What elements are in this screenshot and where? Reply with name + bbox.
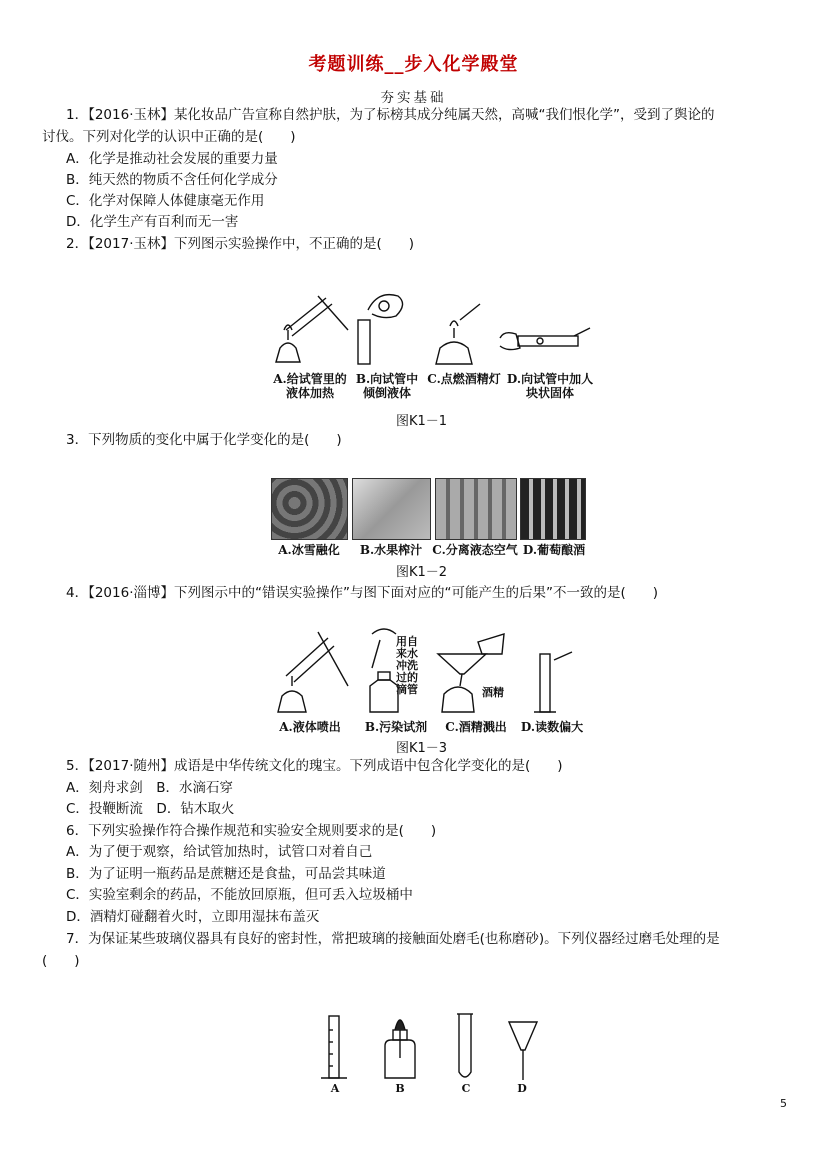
q3-stem: 3．下列物质的变化中属于化学变化的是( ) [66,432,342,448]
q5-options-cd: C．投鞭断流 D．钻木取火 [66,801,235,817]
q6-option-d: D．酒精灯碰翻着火时，立即用湿抹布盖灭 [66,909,320,925]
q1-option-a: A．化学是推动社会发展的重要力量 [66,151,278,167]
q2-caption-a: A.给试管里的 液体加热 [273,372,347,400]
q5-options-ab: A．刻舟求剑 B．水滴石穿 [66,780,233,796]
q7-figure [315,1010,540,1084]
q6-option-b: B．为了证明一瓶药品是蔗糖还是食盐，可品尝其味道 [66,866,386,882]
q7-stem-line1: 7．为保证某些玻璃仪器具有良好的密封性，常把玻璃的接触面处磨毛(也称磨砂)。下列仪器经过磨毛处理的是 [66,931,720,947]
q7-label-d: D [517,1082,527,1095]
page-title: 考题训练__步入化学殿堂 [308,54,519,75]
q5-stem: 5．【2017·随州】成语是中华传统文化的瑰宝。下列成语中包含化学变化的是( ) [66,758,563,774]
q4-figure [272,624,582,718]
q3-figure-label: 图K1－2 [396,565,448,580]
q1-stem-line1: 1．【2016·玉林】某化妆品广告宣称自然护肤，为了标榜其成分纯属天然，高喊“我们恨化学”，受到了舆论的 [66,107,715,123]
q2-figure [268,290,594,370]
q4-caption-a: A.液体喷出 [279,720,341,734]
q3-caption-c: C.分离液态空气 [432,543,518,557]
q7-label-a: A [330,1082,340,1095]
q1-stem-line2: 讨伐。下列对化学的认识中正确的是( ) [42,129,296,145]
q3-caption-a: A.冰雪融化 [278,543,340,557]
q6-stem: 6．下列实验操作符合操作规范和实验安全规则要求的是( ) [66,823,437,839]
q4-caption-b: B.污染试剂 [364,720,428,734]
page-number: 5 [780,1097,787,1110]
q4-caption-d: D.读数偏大 [520,720,584,734]
q3-photo-c [435,478,517,540]
q3-photo-b [352,478,431,540]
q4-figure-label: 图K1－3 [396,741,448,756]
q1-option-c: C．化学对保障人体健康毫无作用 [66,193,265,209]
q6-option-a: A．为了便于观察，给试管加热时，试管口对着自己 [66,844,373,860]
q1-option-d: D．化学生产有百利而无一害 [66,214,239,230]
q7-label-b: B [395,1082,405,1095]
q2-stem: 2．【2017·玉林】下列图示实验操作中，不正确的是( ) [66,236,415,252]
section-subtitle: 夯实基础 [380,90,447,106]
q2-caption-b: B.向试管中 倾倒液体 [355,372,419,400]
q1-option-b: B．纯天然的物质不含任何化学成分 [66,172,278,188]
q2-caption-d: D.向试管中加人 块状固体 [506,372,594,400]
q2-figure-label: 图K1－1 [396,414,448,429]
q4-annotation-c: 酒精 [482,686,504,699]
q2-caption-c: C.点燃酒精灯 [427,372,501,386]
q7-stem-line2: ( ) [42,953,80,969]
q6-option-c: C．实验室剩余的药品，不能放回原瓶，但可丢入垃圾桶中 [66,887,413,903]
q3-caption-d: D.葡萄酿酒 [522,543,586,557]
q4-caption-c: C.酒精溅出 [445,720,507,734]
q7-label-c: C [461,1082,471,1095]
q4-annotation-b: 用自来水冲洗过的滴管 [396,635,418,696]
q3-photo-a [271,478,348,540]
q3-caption-b: B.水果榨汁 [359,543,423,557]
q4-stem: 4．【2016·淄博】下列图示中的“错误实验操作”与图下面对应的“可能产生的后果”不一致的是( ) [66,585,658,601]
q3-photo-d [520,478,586,540]
